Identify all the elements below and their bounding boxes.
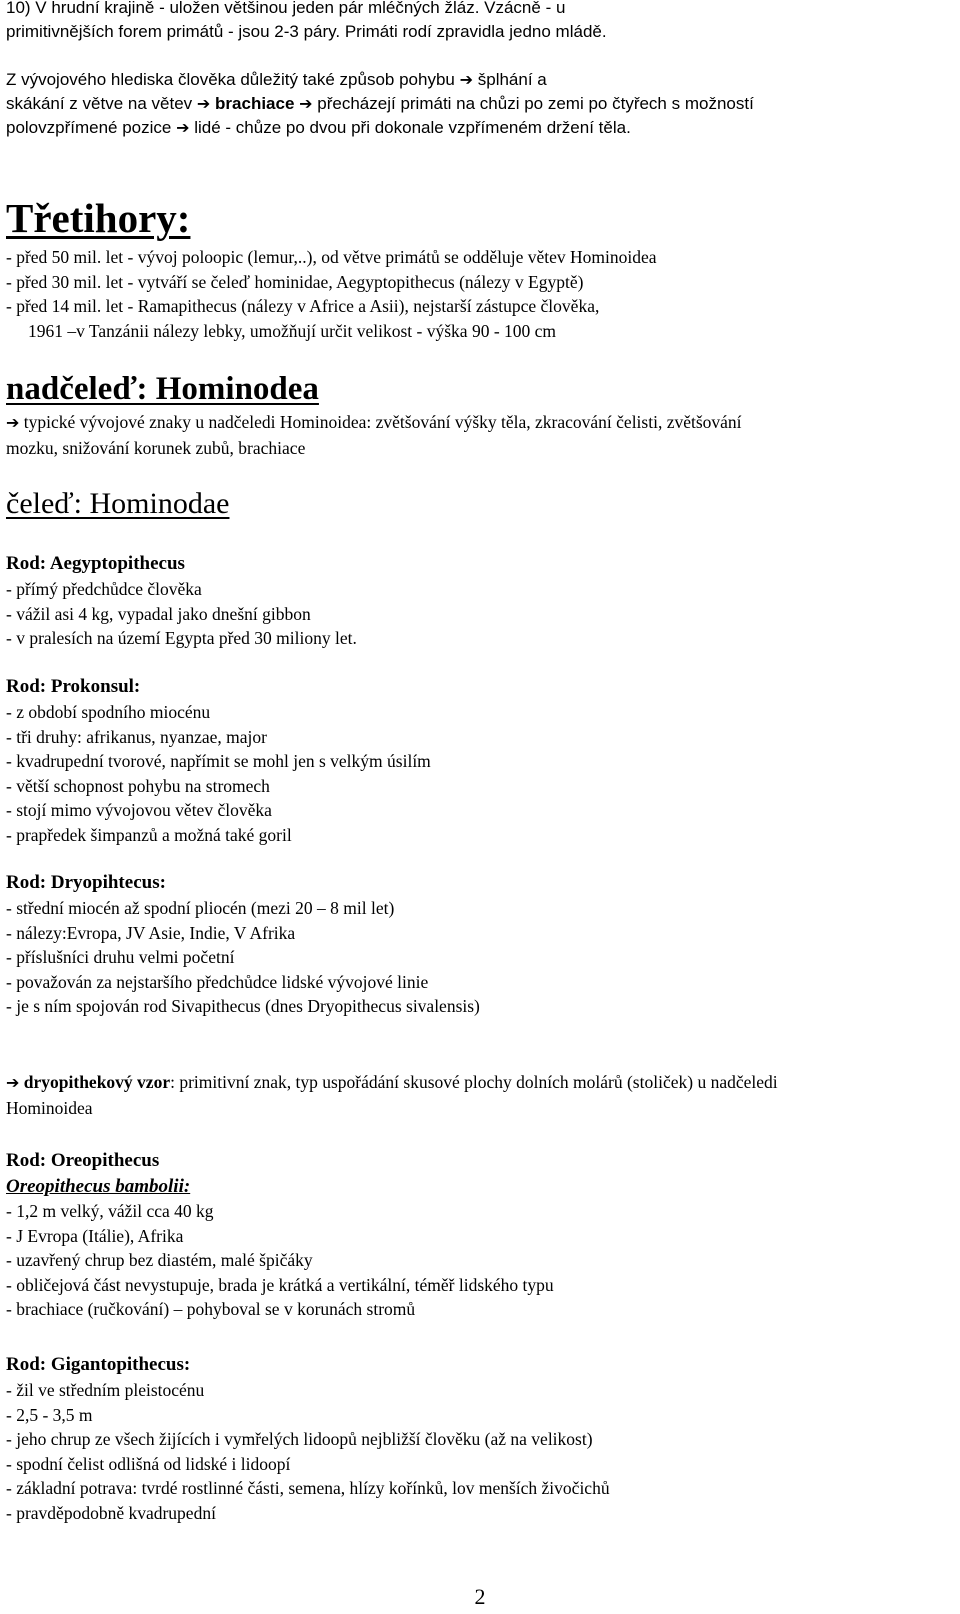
list-item: - stojí mimo vývojovou větev člověka [6,800,272,820]
celed-heading: čeleď: Hominodae [6,487,230,520]
nadceled-traits: typické vývojové znaky u nadčeledi Hominoidea: zvětšování výšky těla, zkracování čelisti, zvětšování [19,412,742,432]
list-item: - obličejová část nevystupuje, brada je krátká a vertikální, téměř lidského typu [6,1274,554,1295]
tretihory-line: - před 14 mil. let - Ramapithecus (nálezy v Africe a Asii), nejstarší zástupce člověka, [6,296,600,316]
celed-section [6,485,229,523]
dryopihtecus-section [6,870,480,1019]
nadceled-section [6,368,319,410]
right-arrow-icon: ➔ [176,118,190,137]
vzor-term: dryopithekový vzor [23,1072,171,1092]
locomotion-text: Z vývojového hlediska člověka důležitý také způsob pohybu [6,70,460,89]
list-item: - v pralesích na území Egypta před 30 miliony let. [6,628,357,648]
tretihory-heading: Třetihory: [6,195,191,241]
vzor-definition: : primitivní znak, typ uspořádání skusové plochy dolních molárů (stoliček) u nadčeledi [170,1072,778,1092]
locomotion-text: šplhání a [473,70,547,89]
vzor-line-2: Hominoidea [6,1097,93,1118]
prokonsul-title: Rod: Prokonsul: [6,676,141,697]
list-item: - prapředek šimpanzů a možná také goril [6,824,292,845]
aegyptopithecus-title: Rod: Aegyptopithecus [6,553,185,574]
nadceled-text [6,410,742,460]
nadceled-line-2: mozku, snižování korunek zubů, brachiace [6,437,306,458]
locomotion-line-2 [6,92,754,116]
prokonsul-section [6,674,431,847]
aegyptopithecus-section [6,551,357,651]
vzor-paragraph [6,1070,778,1120]
list-item: - 1,2 m velký, vážil cca 40 kg [6,1201,214,1221]
list-item: - spodní čelist odlišná od lidské i lidoopí [6,1453,291,1474]
tretihory-section [6,192,190,244]
oreopithecus-section [6,1148,554,1322]
oreopithecus-species: Oreopithecus bambolii: [6,1176,191,1197]
list-item: - základní potrava: tvrdé rostlinné části, semena, hlízy kořínků, lov menších živočichů [6,1478,610,1498]
locomotion-line-3 [6,116,754,140]
locomotion-text: lidé - chůze po dvou při dokonale vzpřímeném držení těla. [189,118,631,137]
locomotion-text: polovzpřímené pozice [6,118,177,137]
locomotion-text: skákání z větve na větev [6,94,197,113]
list-item: - střední miocén až spodní pliocén (mezi 20 – 8 mil let) [6,898,395,918]
tretihory-line: - před 50 mil. let - vývoj poloopic (lemur,..), od větve primátů se odděluje větev Hominoidea [6,247,657,267]
list-item: - větší schopnost pohybu na stromech [6,775,270,796]
list-item: - vážil asi 4 kg, vypadal jako dnešní gibbon [6,603,311,624]
locomotion-block [6,68,754,140]
nadceled-line-1 [6,410,742,436]
list-item: - příslušníci druhu velmi početní [6,947,235,967]
gigantopithecus-section [6,1352,610,1525]
list-item: - J Evropa (Itálie), Afrika [6,1225,184,1246]
right-arrow-icon: ➔ [299,94,313,113]
list-item: - uzavřený chrup bez diastém, malé špičáky [6,1250,313,1270]
list-item: - jeho chrup ze všech žijících i vymřelých lidoopů nejbližší člověku (až na velikost) [6,1429,593,1449]
list-item: - nálezy:Evropa, JV Asie, Indie, V Afrika [6,922,296,943]
gigantopithecus-title: Rod: Gigantopithecus: [6,1354,191,1375]
list-item: - kvadrupední tvorové, napřímit se mohl jen s velkým úsilím [6,751,431,771]
tretihory-line: - před 30 mil. let - vytváří se čeleď hominidae, Aegyptopithecus (nálezy v Egyptě) [6,271,584,292]
intro-line-1: 10) V hrudní krajině - uložen většinou jeden pár mléčných žláz. Vzácně - u [6,0,566,17]
locomotion-line-1 [6,68,754,92]
list-item: - pravděpodobně kvadrupední [6,1502,216,1523]
intro-block [6,0,607,44]
list-item: - žil ve středním pleistocénu [6,1380,205,1400]
vzor-line-1 [6,1070,778,1096]
nadceled-heading: nadčeleď: Hominodea [6,371,319,407]
dryopihtecus-title: Rod: Dryopihtecus: [6,872,166,893]
brachiace-term: brachiace [215,94,295,113]
list-item: - považován za nejstaršího předchůdce lidské vývojové linie [6,971,429,992]
list-item: - přímý předchůdce člověka [6,579,202,599]
list-item: - tři druhy: afrikanus, nyanzae, major [6,726,267,747]
right-arrow-icon: ➔ [6,1073,20,1092]
right-arrow-icon: ➔ [459,70,474,89]
list-item: - je s ním spojován rod Sivapithecus (dnes Dryopithecus sivalensis) [6,996,480,1016]
list-item: - z období spodního miocénu [6,702,211,722]
page-number: 2 [474,1584,486,1609]
tretihory-line-indented: 1961 –v Tanzánii nálezy lebky, umožňují určit velikost - výška 90 - 100 cm [28,320,557,341]
right-arrow-icon: ➔ [196,94,211,113]
right-arrow-icon: ➔ [6,413,20,432]
list-item: - 2,5 - 3,5 m [6,1404,93,1425]
tretihory-list [6,245,657,343]
oreopithecus-title: Rod: Oreopithecus [6,1150,160,1171]
intro-line-2: primitivnějších forem primátů - jsou 2-3 páry. Primáti rodí zpravidla jedno mládě. [6,22,607,41]
locomotion-text: přecházejí primáti na chůzi po zemi po čtyřech s možností [312,94,754,113]
list-item: - brachiace (ručkování) – pohyboval se v korunách stromů [6,1299,416,1319]
